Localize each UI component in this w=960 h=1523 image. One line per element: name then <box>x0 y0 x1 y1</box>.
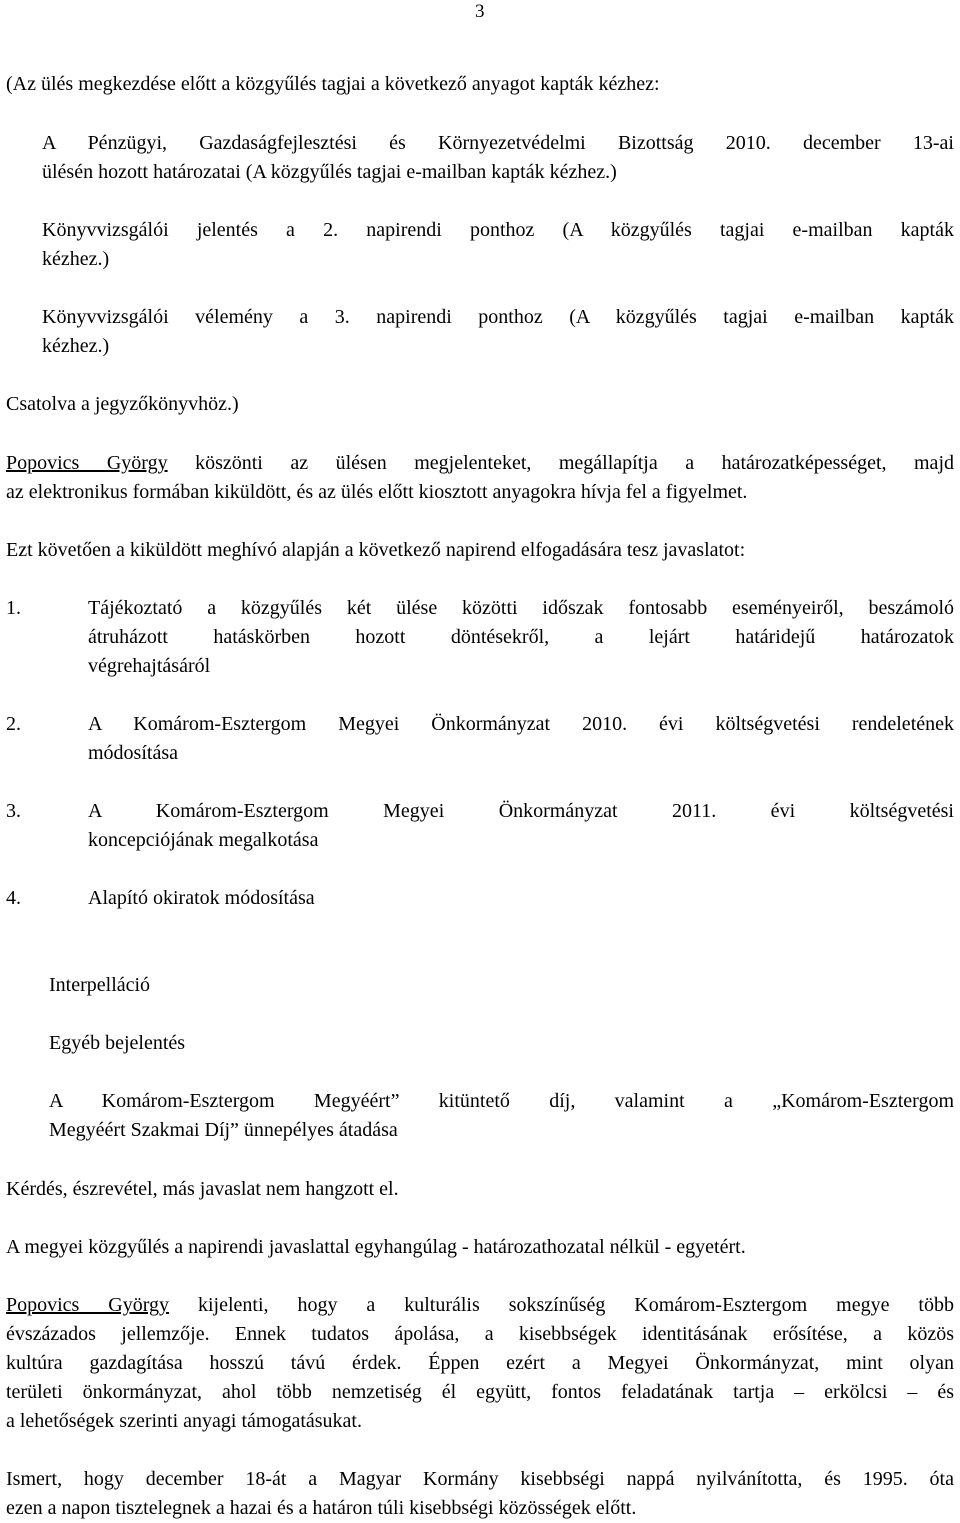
paragraph-line: évszázados jellemzője. Ennek tudatos ápolása, a kisebbségek identitásának erősítése, a közös <box>6 1323 954 1345</box>
paragraph-line: az elektronikus formában kiküldött, és az ülés előtt kiosztott anyagokra hívja fel a figyelmet. <box>6 481 748 503</box>
speaker-name: Popovics György <box>6 1294 170 1316</box>
agenda-number: 1. <box>6 597 21 619</box>
handout-line: kézhez.) <box>42 248 110 270</box>
paragraph-culture <box>6 1291 954 1436</box>
agenda-extra-award <box>49 1087 954 1145</box>
handout-line: ülésén hozott határozatai (A közgyűlés tagjai e-mailban kapták kézhez.) <box>42 161 617 183</box>
speaker-name: Popovics György <box>6 452 168 474</box>
paragraph-line: ezen a napon tisztelegnek a hazai és a határon túli kisebbségi közösségek előtt. <box>6 1497 637 1519</box>
paragraph-line: területi önkormányzat, ahol több nemzetiség él együtt, fontos feladatának tartja – erkölcsi – és <box>6 1381 954 1403</box>
paragraph-line: kultúra gazdagítása hosszú távú érdek. Éppen ezért a Megyei Önkormányzat, mint olyan <box>6 1352 954 1374</box>
agenda-extra-other: Egyéb bejelentés <box>49 1032 186 1054</box>
agenda-line: A Komárom-Esztergom Megyei Önkormányzat 2010. évi költségvetési rendeletének <box>88 713 954 735</box>
handout-line: Könyvvizsgálói vélemény a 3. napirendi ponthoz (A közgyűlés tagjai e-mailban kapták <box>42 306 954 328</box>
agenda-line: Tájékoztató a közgyűlés két ülése közötti időszak fontosabb eseményeiről, beszámoló <box>88 597 954 619</box>
paragraph-line <box>6 1291 954 1320</box>
paragraph-vote: A megyei közgyűlés a napirendi javaslattal egyhangúlag - határozathozatal nélkül - egyetért. <box>6 1236 746 1258</box>
paragraph-text: kijelenti, hogy a kulturális sokszínűség Komárom-Esztergom megye több <box>169 1294 954 1316</box>
handout-line: Könyvvizsgálói jelentés a 2. napirendi ponthoz (A közgyűlés tagjai e-mailban kapták <box>42 219 954 241</box>
agenda-extra-interpellation: Interpelláció <box>49 974 151 996</box>
attached-note: Csatolva a jegyzőkönyvhöz.) <box>6 393 239 415</box>
agenda-intro: Ezt követően a kiküldött meghívó alapján a következő napirend elfogadására tesz javaslatot: <box>6 539 746 561</box>
handout-item <box>42 303 954 361</box>
intro-text: (Az ülés megkezdése előtt a közgyűlés tagjai a következő anyagot kapták kézhez: <box>6 73 660 95</box>
paragraph-line: Ismert, hogy december 18-át a Magyar Kormány kisebbségi nappá nyilvánította, és 1995. óta <box>6 1468 954 1490</box>
page-number: 3 <box>475 1 485 22</box>
award-line: A Komárom-Esztergom Megyéért” kitüntető díj, valamint a „Komárom-Esztergom <box>49 1090 954 1112</box>
agenda-line: végrehajtásáról <box>88 655 211 677</box>
agenda-number: 3. <box>6 800 21 822</box>
agenda-line: módosítása <box>88 742 178 764</box>
handout-line: A Pénzügyi, Gazdaságfejlesztési és Környezetvédelmi Bizottság 2010. december 13-ai <box>42 132 954 154</box>
agenda-line: koncepciójának megalkotása <box>88 829 319 851</box>
agenda-number: 4. <box>6 887 21 909</box>
award-line: Megyéért Szakmai Díj” ünnepélyes átadása <box>49 1119 398 1141</box>
handout-item <box>42 129 954 187</box>
agenda-line: Alapító okiratok módosítása <box>88 887 315 909</box>
paragraph-line: a lehetőségek szerinti anyagi támogatásukat. <box>6 1410 362 1432</box>
paragraph-minority-day <box>6 1465 954 1523</box>
handout-item <box>42 216 954 274</box>
agenda-line: A Komárom-Esztergom Megyei Önkormányzat 2011. évi költségvetési <box>88 800 954 822</box>
paragraph-line <box>6 449 954 478</box>
agenda-number: 2. <box>6 713 21 735</box>
paragraph-text: köszönti az ülésen megjelenteket, megállapítja a határozatképességet, majd <box>167 452 954 474</box>
handout-line: kézhez.) <box>42 335 110 357</box>
agenda-line: átruházott hatáskörben hozott döntésekről, a lejárt határidejű határozatok <box>88 626 954 648</box>
paragraph-opening <box>6 449 954 507</box>
paragraph-questions: Kérdés, észrevétel, más javaslat nem hangzott el. <box>6 1178 399 1200</box>
